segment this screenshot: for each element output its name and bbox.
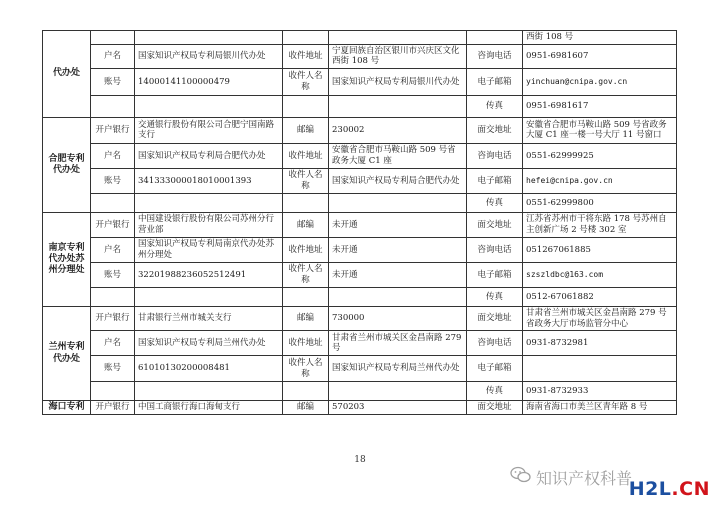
field-value: 安徽省合肥市马鞍山路 509 号省政务大厦 C1 座 — [329, 143, 467, 168]
field-label: 邮编 — [283, 306, 329, 330]
field-label — [283, 193, 329, 212]
office-name: 合肥专利代办处 — [43, 117, 91, 212]
field-label: 开户银行 — [91, 212, 135, 237]
field-value: hefei@cnipa.gov.cn — [523, 168, 677, 193]
logo-dot: . — [671, 478, 680, 500]
field-label: 咨询电话 — [467, 237, 523, 262]
field-label: 面交地址 — [467, 117, 523, 143]
field-label: 电子邮箱 — [467, 262, 523, 287]
table-row — [43, 262, 677, 287]
field-value: 国家知识产权局专利局南京代办处苏州分理处 — [135, 237, 283, 262]
field-value: yinchuan@cnipa.gov.cn — [523, 68, 677, 95]
field-label — [91, 95, 135, 117]
field-label: 邮编 — [283, 401, 329, 415]
table-row — [43, 143, 677, 168]
office-name: 南京专利代办处苏州分理处 — [43, 212, 91, 306]
field-label: 账号 — [91, 168, 135, 193]
field-label: 电子邮箱 — [467, 168, 523, 193]
field-label: 传真 — [467, 382, 523, 401]
field-value: 0951-6981607 — [523, 44, 677, 68]
table-row — [43, 44, 677, 68]
logo-part-b: CN — [679, 478, 710, 500]
field-value: 国家知识产权局专利局兰州代办处 — [329, 356, 467, 382]
field-value — [329, 95, 467, 117]
field-label — [91, 382, 135, 401]
field-value: 甘肃银行兰州市城关支行 — [135, 306, 283, 330]
table-row — [43, 382, 677, 401]
table-row — [43, 401, 677, 415]
table-row — [43, 31, 677, 45]
field-label: 邮编 — [283, 117, 329, 143]
wechat-icon — [510, 466, 532, 484]
field-label: 传真 — [467, 287, 523, 306]
field-value — [523, 356, 677, 382]
field-label: 咨询电话 — [467, 331, 523, 356]
field-label — [467, 31, 523, 45]
field-value: 国家知识产权局专利局银川代办处 — [329, 68, 467, 95]
field-label: 户名 — [91, 44, 135, 68]
h2l-logo — [629, 478, 710, 500]
field-label: 开户银行 — [91, 401, 135, 415]
field-label — [91, 193, 135, 212]
table-row — [43, 68, 677, 95]
field-label: 户名 — [91, 237, 135, 262]
field-label: 面交地址 — [467, 212, 523, 237]
field-value: 甘肃省兰州市城关区金昌南路 279 号 — [329, 331, 467, 356]
field-value: 海南省海口市美兰区青年路 8 号 — [523, 401, 677, 415]
field-label — [283, 287, 329, 306]
field-value: 0512-67061882 — [523, 287, 677, 306]
field-value: 未开通 — [329, 212, 467, 237]
field-value — [135, 31, 283, 45]
table-row — [43, 193, 677, 212]
table-row — [43, 212, 677, 237]
field-value — [329, 287, 467, 306]
field-label: 收件人名称 — [283, 262, 329, 287]
field-value: 国家知识产权局专利局合肥代办处 — [329, 168, 467, 193]
field-value: 0951-6981617 — [523, 95, 677, 117]
field-value: szszldbc@163.com — [523, 262, 677, 287]
field-value: 051267061885 — [523, 237, 677, 262]
field-label — [283, 382, 329, 401]
field-label: 收件地址 — [283, 143, 329, 168]
table-row — [43, 117, 677, 143]
field-label: 邮编 — [283, 212, 329, 237]
table-row — [43, 356, 677, 382]
field-label — [91, 287, 135, 306]
field-value — [329, 193, 467, 212]
watermark-text: 知识产权科普 — [536, 469, 633, 488]
field-value: 341333000018010001393 — [135, 168, 283, 193]
field-label: 传真 — [467, 193, 523, 212]
field-label: 收件地址 — [283, 237, 329, 262]
field-label: 电子邮箱 — [467, 356, 523, 382]
field-label — [283, 31, 329, 45]
page-number: 18 — [354, 455, 366, 465]
field-value: 宁夏回族自治区银川市兴庆区文化西街 108 号 — [329, 44, 467, 68]
field-value: 未开通 — [329, 262, 467, 287]
field-value: 0931-8732981 — [523, 331, 677, 356]
field-value: 230002 — [329, 117, 467, 143]
field-label: 面交地址 — [467, 306, 523, 330]
field-value: 安徽省合肥市马鞍山路 509 号省政务大厦 C1 座一楼一号大厅 11 号窗口 — [523, 117, 677, 143]
office-name: 代办处 — [43, 31, 91, 118]
field-value: 14000141100000479 — [135, 68, 283, 95]
field-label: 账号 — [91, 356, 135, 382]
field-value: 0551-62999925 — [523, 143, 677, 168]
field-label: 账号 — [91, 262, 135, 287]
field-label: 开户银行 — [91, 306, 135, 330]
table-row — [43, 237, 677, 262]
field-label: 开户银行 — [91, 117, 135, 143]
table-row — [43, 287, 677, 306]
field-label: 收件人名称 — [283, 68, 329, 95]
field-value: 国家知识产权局专利局合肥代办处 — [135, 143, 283, 168]
field-value: 32201988236052512491 — [135, 262, 283, 287]
field-value: 61010130200008481 — [135, 356, 283, 382]
field-label: 收件人名称 — [283, 356, 329, 382]
field-label: 收件地址 — [283, 44, 329, 68]
field-value: 西街 108 号 — [523, 31, 677, 45]
agency-info-table — [42, 30, 677, 415]
field-value: 中国工商银行海口海甸支行 — [135, 401, 283, 415]
office-name: 海口专利 — [43, 401, 91, 415]
office-name: 兰州专利代办处 — [43, 306, 91, 400]
field-label: 户名 — [91, 143, 135, 168]
field-value: 730000 — [329, 306, 467, 330]
field-label: 咨询电话 — [467, 44, 523, 68]
field-label: 户名 — [91, 331, 135, 356]
field-label — [91, 31, 135, 45]
field-value: 0931-8732933 — [523, 382, 677, 401]
field-value — [329, 31, 467, 45]
field-label: 咨询电话 — [467, 143, 523, 168]
table-row — [43, 95, 677, 117]
field-value — [135, 382, 283, 401]
field-value — [135, 193, 283, 212]
field-value: 中国建设银行股份有限公司苏州分行营业部 — [135, 212, 283, 237]
field-value: 江苏省苏州市干将东路 178 号苏州自主创新广场 2 号楼 302 室 — [523, 212, 677, 237]
field-label: 收件地址 — [283, 331, 329, 356]
field-value: 0551-62999800 — [523, 193, 677, 212]
field-value — [135, 95, 283, 117]
table-row — [43, 168, 677, 193]
logo-part-a: H2L — [628, 478, 672, 500]
table-row — [43, 331, 677, 356]
field-label: 传真 — [467, 95, 523, 117]
field-label: 电子邮箱 — [467, 68, 523, 95]
field-value: 国家知识产权局专利局兰州代办处 — [135, 331, 283, 356]
field-value: 甘肃省兰州市城关区金昌南路 279 号省政务大厅市场监管分中心 — [523, 306, 677, 330]
field-value — [135, 287, 283, 306]
field-value: 国家知识产权局专利局银川代办处 — [135, 44, 283, 68]
watermark — [510, 462, 710, 502]
field-value: 未开通 — [329, 237, 467, 262]
field-label: 面交地址 — [467, 401, 523, 415]
field-label: 收件人名称 — [283, 168, 329, 193]
field-value — [329, 382, 467, 401]
field-value: 交通银行股份有限公司合肥宁国南路支行 — [135, 117, 283, 143]
field-label — [283, 95, 329, 117]
table-row — [43, 306, 677, 330]
field-label: 账号 — [91, 68, 135, 95]
field-value: 570203 — [329, 401, 467, 415]
